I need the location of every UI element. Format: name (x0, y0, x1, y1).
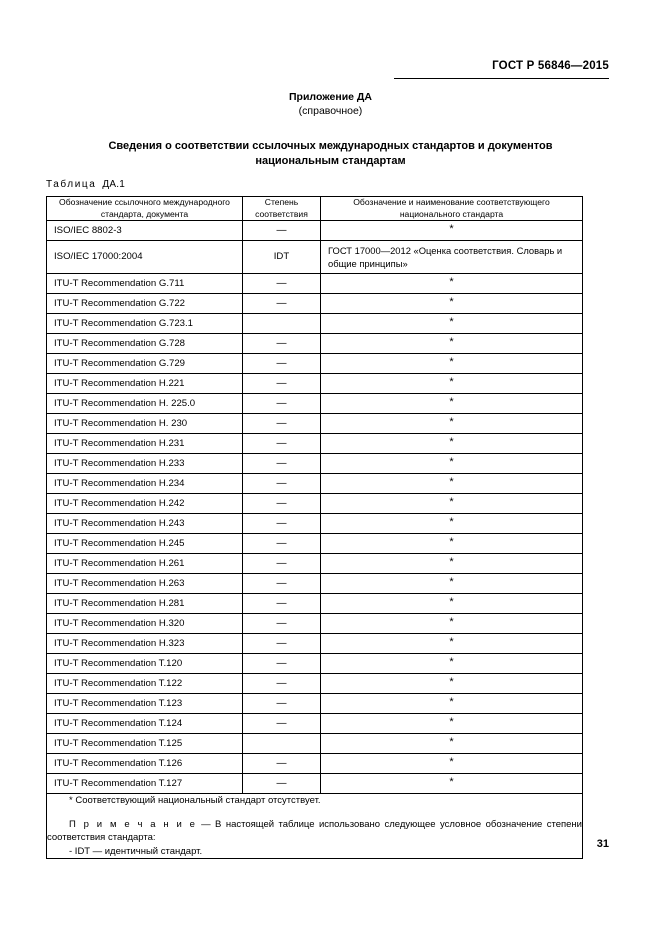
asterisk-marker: * (449, 756, 454, 768)
table-header-row (47, 197, 583, 221)
asterisk-marker: * (449, 496, 454, 508)
dash-glyph: — (276, 597, 287, 609)
cell-reference-standard: ITU-T Recommendation H.263 (47, 574, 243, 594)
dash-glyph: — (276, 697, 287, 709)
asterisk-marker: * (449, 336, 454, 348)
cell-degree-of-conformity (243, 354, 321, 374)
table-row (47, 594, 583, 614)
cell-degree-of-conformity (243, 574, 321, 594)
cell-national-standard (321, 674, 583, 694)
table-row (47, 294, 583, 314)
table-row (47, 574, 583, 594)
asterisk-marker: * (449, 576, 454, 588)
cell-national-standard (321, 354, 583, 374)
cell-national-standard (321, 514, 583, 534)
cell-reference-standard: ITU-T Recommendation G.711 (47, 274, 243, 294)
table-caption-label: Таблица (46, 179, 97, 190)
cell-reference-standard: ITU-T Recommendation T.127 (47, 774, 243, 794)
table-row (47, 554, 583, 574)
table-caption (46, 179, 125, 190)
cell-degree-of-conformity (243, 274, 321, 294)
dash-glyph: — (276, 637, 287, 649)
table-row (47, 474, 583, 494)
dash-glyph: — (276, 377, 287, 389)
cell-degree-of-conformity (243, 514, 321, 534)
cell-national-standard (321, 754, 583, 774)
cell-degree-of-conformity (243, 554, 321, 574)
header-rule (394, 78, 609, 79)
table-row (47, 374, 583, 394)
annex-title: Приложение ДА (289, 91, 372, 103)
dash-glyph: — (276, 517, 287, 529)
cell-national-standard (321, 654, 583, 674)
cell-national-standard (321, 634, 583, 654)
column-header-national-standard (321, 197, 583, 221)
asterisk-marker: * (449, 296, 454, 308)
asterisk-marker: * (449, 516, 454, 528)
dash-glyph: — (276, 757, 287, 769)
asterisk-marker: * (449, 616, 454, 628)
dash-glyph: — (276, 557, 287, 569)
cell-degree-of-conformity (243, 334, 321, 354)
cell-reference-standard: ITU-T Recommendation H. 225.0 (47, 394, 243, 414)
note-paragraph (47, 818, 582, 845)
cell-degree-of-conformity (243, 314, 321, 334)
notes-row (47, 794, 583, 859)
cell-national-standard (321, 774, 583, 794)
asterisk-marker: * (449, 396, 454, 408)
dash-glyph: — (276, 657, 287, 669)
column-header-line2: стандарта, документа (100, 208, 189, 219)
cell-degree-of-conformity (243, 394, 321, 414)
cell-national-standard (321, 734, 583, 754)
asterisk-marker: * (449, 316, 454, 328)
asterisk-marker: * (449, 676, 454, 688)
table-head (47, 197, 583, 221)
table-row (47, 334, 583, 354)
cell-reference-standard: ITU-T Recommendation H.245 (47, 534, 243, 554)
asterisk-marker: * (449, 536, 454, 548)
cell-degree-of-conformity (243, 594, 321, 614)
dash-glyph: — (276, 617, 287, 629)
note-label: П р и м е ч а н и е (69, 818, 197, 830)
dash-glyph: — (276, 457, 287, 469)
dash-glyph: — (276, 717, 287, 729)
cell-degree-of-conformity (243, 654, 321, 674)
column-header-line1: Степень (264, 197, 299, 207)
cell-national-standard (321, 554, 583, 574)
cell-national-standard (321, 454, 583, 474)
cell-national-standard (321, 494, 583, 514)
running-header: ГОСТ Р 56846—2015 (492, 60, 609, 72)
cell-reference-standard: ISO/IEC 8802-3 (47, 221, 243, 241)
cell-degree-of-conformity (243, 534, 321, 554)
table-row (47, 514, 583, 534)
cell-national-standard (321, 594, 583, 614)
asterisk-marker: * (449, 223, 454, 235)
table-notes (47, 794, 583, 859)
asterisk-marker: * (449, 696, 454, 708)
cell-national-standard (321, 414, 583, 434)
cell-reference-standard: ITU-T Recommendation T.122 (47, 674, 243, 694)
column-header-line1: Обозначение и наименование соответствующего (353, 197, 550, 207)
cell-reference-standard: ITU-T Recommendation H.323 (47, 634, 243, 654)
dash-glyph: — (276, 277, 287, 289)
table-caption-number: ДА.1 (102, 179, 125, 190)
asterisk-marker: * (449, 456, 454, 468)
cell-degree-of-conformity (243, 734, 321, 754)
cell-reference-standard: ITU-T Recommendation H.233 (47, 454, 243, 474)
table-row (47, 241, 583, 274)
cell-national-standard (321, 274, 583, 294)
reference-table (46, 196, 583, 859)
column-header-degree (243, 197, 321, 221)
dash-glyph: — (276, 357, 287, 369)
cell-degree-of-conformity (243, 774, 321, 794)
asterisk-marker: * (449, 596, 454, 608)
cell-reference-standard: ITU-T Recommendation T.123 (47, 694, 243, 714)
cell-degree-of-conformity: IDT (243, 241, 321, 274)
table-row (47, 694, 583, 714)
column-header-line1: Обозначение ссылочного международного (59, 197, 230, 207)
cell-degree-of-conformity (243, 294, 321, 314)
table-row (47, 454, 583, 474)
cell-reference-standard: ITU-T Recommendation T.124 (47, 714, 243, 734)
cell-reference-standard: ITU-T Recommendation H. 230 (47, 414, 243, 434)
cell-degree-of-conformity (243, 414, 321, 434)
asterisk-marker: * (449, 776, 454, 788)
table-row (47, 354, 583, 374)
dash-glyph: — (276, 297, 287, 309)
cell-reference-standard: ITU-T Recommendation H.281 (47, 594, 243, 614)
cell-degree-of-conformity (243, 614, 321, 634)
column-header-line2: соответствия (255, 208, 308, 219)
cell-reference-standard: ITU-T Recommendation T.125 (47, 734, 243, 754)
cell-reference-standard: ITU-T Recommendation H.221 (47, 374, 243, 394)
cell-national-standard (321, 714, 583, 734)
cell-reference-standard: ITU-T Recommendation H.242 (47, 494, 243, 514)
table-row (47, 494, 583, 514)
asterisk-marker: * (449, 416, 454, 428)
dash-glyph: — (276, 417, 287, 429)
footnote-asterisk: * Соответствующий национальный стандарт отсутствует. (69, 795, 321, 806)
table-row (47, 614, 583, 634)
column-header-reference-standard (47, 197, 243, 221)
cell-degree-of-conformity (243, 754, 321, 774)
cell-national-standard (321, 374, 583, 394)
cell-reference-standard: ITU-T Recommendation T.120 (47, 654, 243, 674)
table-row (47, 754, 583, 774)
cell-reference-standard: ITU-T Recommendation G.728 (47, 334, 243, 354)
cell-reference-standard: ISO/IEC 17000:2004 (47, 241, 243, 274)
asterisk-marker: * (449, 276, 454, 288)
column-header-line2: национального стандарта (399, 208, 504, 219)
table-row (47, 394, 583, 414)
reference-table-wrapper (46, 196, 582, 859)
table-row (47, 274, 583, 294)
cell-degree-of-conformity (243, 374, 321, 394)
asterisk-marker: * (449, 736, 454, 748)
cell-national-standard (321, 394, 583, 414)
cell-degree-of-conformity (243, 454, 321, 474)
page-number: 31 (596, 838, 609, 850)
cell-reference-standard: ITU-T Recommendation H.261 (47, 554, 243, 574)
cell-degree-of-conformity (243, 474, 321, 494)
dash-glyph: — (276, 677, 287, 689)
table-foot (47, 794, 583, 859)
note-item-idt: - IDT — идентичный стандарт. (69, 845, 203, 857)
cell-degree-of-conformity (243, 694, 321, 714)
page-title: Сведения о соответствии ссылочных международных стандартов и документов национальным стандартам (108, 140, 553, 167)
asterisk-marker: * (449, 476, 454, 488)
cell-national-standard (321, 534, 583, 554)
cell-national-standard (321, 314, 583, 334)
cell-national-standard: ГОСТ 17000—2012 «Оценка соответствия. Словарь и общие принципы» (321, 241, 583, 274)
dash-glyph: — (276, 477, 287, 489)
cell-degree-of-conformity (243, 634, 321, 654)
cell-reference-standard: ITU-T Recommendation H.231 (47, 434, 243, 454)
table-row (47, 434, 583, 454)
cell-national-standard (321, 434, 583, 454)
cell-reference-standard: ITU-T Recommendation T.126 (47, 754, 243, 774)
table-row (47, 674, 583, 694)
table-row (47, 654, 583, 674)
asterisk-marker: * (449, 556, 454, 568)
cell-degree-of-conformity (243, 714, 321, 734)
dash-glyph: — (276, 337, 287, 349)
asterisk-marker: * (449, 376, 454, 388)
cell-national-standard (321, 334, 583, 354)
asterisk-marker: * (449, 436, 454, 448)
dash-glyph: — (276, 497, 287, 509)
note-text: — В настоящей таблице использовано следующее условное обозначение степени соответствия стандарта: (47, 818, 582, 843)
cell-national-standard (321, 221, 583, 241)
cell-reference-standard: ITU-T Recommendation G.729 (47, 354, 243, 374)
table-row (47, 414, 583, 434)
table-row (47, 221, 583, 241)
cell-national-standard (321, 474, 583, 494)
cell-degree-of-conformity (243, 221, 321, 241)
table-row (47, 314, 583, 334)
asterisk-marker: * (449, 716, 454, 728)
table-row (47, 774, 583, 794)
cell-reference-standard: ITU-T Recommendation H.243 (47, 514, 243, 534)
annex-subtitle: (справочное) (298, 105, 363, 117)
dash-glyph: — (276, 397, 287, 409)
asterisk-marker: * (449, 656, 454, 668)
table-row (47, 534, 583, 554)
cell-national-standard (321, 294, 583, 314)
cell-reference-standard: ITU-T Recommendation H.320 (47, 614, 243, 634)
cell-degree-of-conformity (243, 434, 321, 454)
table-row (47, 734, 583, 754)
cell-reference-standard: ITU-T Recommendation G.722 (47, 294, 243, 314)
asterisk-marker: * (449, 356, 454, 368)
table-body (47, 221, 583, 794)
asterisk-marker: * (449, 636, 454, 648)
cell-reference-standard: ITU-T Recommendation H.234 (47, 474, 243, 494)
cell-national-standard (321, 694, 583, 714)
table-row (47, 714, 583, 734)
cell-reference-standard: ITU-T Recommendation G.723.1 (47, 314, 243, 334)
dash-glyph: — (276, 777, 287, 789)
dash-glyph: — (276, 537, 287, 549)
dash-glyph: — (276, 437, 287, 449)
dash-glyph: — (276, 577, 287, 589)
cell-degree-of-conformity (243, 494, 321, 514)
cell-national-standard (321, 614, 583, 634)
cell-national-standard (321, 574, 583, 594)
table-row (47, 634, 583, 654)
cell-degree-of-conformity (243, 674, 321, 694)
dash-glyph: — (276, 224, 287, 236)
